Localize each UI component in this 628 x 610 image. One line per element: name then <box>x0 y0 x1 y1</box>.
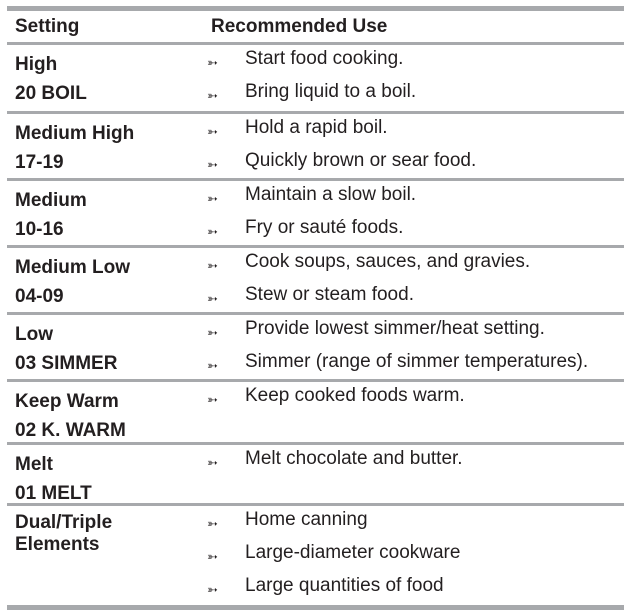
setting-name: Medium Low <box>15 257 131 278</box>
use-text: Fry or sauté foods. <box>245 217 404 238</box>
arrow-bullet-icon: ➳ <box>207 325 218 340</box>
setting-cell <box>15 512 112 556</box>
use-text: Keep cooked foods warm. <box>245 385 465 406</box>
setting-name-line-2: Elements <box>15 534 100 555</box>
use-text: Start food cooking. <box>245 48 404 69</box>
use-text: Melt chocolate and butter. <box>245 448 463 469</box>
setting-name: Medium <box>15 190 87 211</box>
setting-name: High <box>15 54 58 75</box>
header-recommended-use: Recommended Use <box>211 16 388 37</box>
arrow-bullet-icon: ➳ <box>207 455 218 470</box>
use-text: Simmer (range of simmer temperatures). <box>245 351 589 372</box>
use-text: Provide lowest simmer/heat setting. <box>245 318 545 339</box>
setting-cell <box>15 50 87 108</box>
arrow-bullet-icon: ➳ <box>207 124 218 139</box>
table-row <box>7 506 624 605</box>
setting-name: Dual/Triple <box>15 512 113 533</box>
arrow-bullet-icon: ➳ <box>207 392 218 407</box>
setting-name: Medium High <box>15 123 135 144</box>
setting-cell <box>15 119 134 177</box>
arrow-bullet-icon: ➳ <box>207 549 218 564</box>
use-text: Cook soups, sauces, and gravies. <box>245 251 531 272</box>
table-row <box>7 181 624 245</box>
use-text: Stew or steam food. <box>245 284 414 305</box>
arrow-bullet-icon: ➳ <box>207 157 218 172</box>
table-row <box>7 114 624 178</box>
table-row <box>7 248 624 312</box>
table-row <box>7 315 624 379</box>
setting-cell <box>15 253 130 311</box>
arrow-bullet-icon: ➳ <box>207 224 218 239</box>
setting-cell <box>15 320 117 378</box>
setting-level: 10-16 <box>15 219 64 240</box>
setting-cell <box>15 186 87 244</box>
table-row <box>7 382 624 442</box>
use-text: Maintain a slow boil. <box>245 184 417 205</box>
setting-level: 02 K. WARM <box>15 420 126 441</box>
settings-table <box>7 6 624 610</box>
table-row <box>7 45 624 111</box>
setting-name: Low <box>15 324 53 345</box>
use-text: Bring liquid to a boil. <box>245 81 417 102</box>
use-text: Large-diameter cookware <box>245 542 461 563</box>
table-row <box>7 445 624 503</box>
setting-cell <box>15 387 126 445</box>
setting-name: Melt <box>15 454 53 475</box>
use-text: Hold a rapid boil. <box>245 117 388 138</box>
setting-cell <box>15 450 92 508</box>
arrow-bullet-icon: ➳ <box>207 55 218 70</box>
arrow-bullet-icon: ➳ <box>207 358 218 373</box>
arrow-bullet-icon: ➳ <box>207 291 218 306</box>
use-text: Home canning <box>245 509 368 530</box>
setting-level: 04-09 <box>15 286 64 307</box>
arrow-bullet-icon: ➳ <box>207 582 218 597</box>
setting-name: Keep Warm <box>15 391 119 412</box>
arrow-bullet-icon: ➳ <box>207 516 218 531</box>
arrow-bullet-icon: ➳ <box>207 191 218 206</box>
setting-level: 20 BOIL <box>15 83 87 104</box>
header-setting: Setting <box>15 16 80 37</box>
setting-level: 03 SIMMER <box>15 353 118 374</box>
use-text: Large quantities of food <box>245 575 444 596</box>
setting-level: 17-19 <box>15 152 64 173</box>
arrow-bullet-icon: ➳ <box>207 88 218 103</box>
table-header <box>7 11 624 42</box>
setting-level: 01 MELT <box>15 483 92 504</box>
use-text: Quickly brown or sear food. <box>245 150 477 171</box>
arrow-bullet-icon: ➳ <box>207 258 218 273</box>
